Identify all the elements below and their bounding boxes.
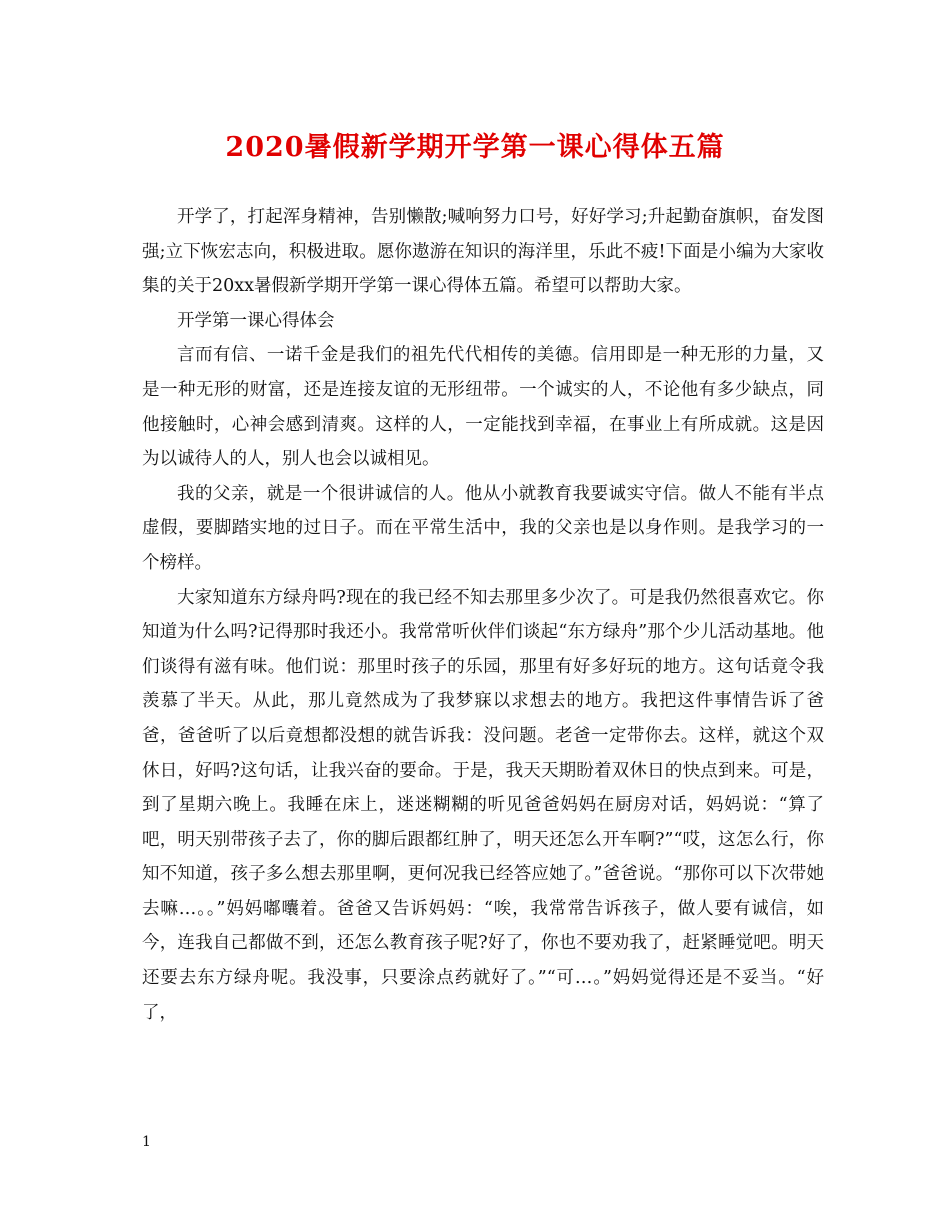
paragraph-father: 我的父亲，就是一个很讲诚信的人。他从小就教育我要诚实守信。做人不能有半点虚假，要脚踏实地的过日子。而在平常生活中，我的父亲也是以身作则。是我学习的一个榜样。 [142, 483, 824, 573]
page-number: 1 [142, 1134, 151, 1150]
paragraph-story: 大家知道东方绿舟吗?现在的我已经不知去那里多少次了。可是我仍然很喜欢它。你知道为什么吗?记得那时我还小。我常常听伙伴们谈起“东方绿舟”那个少儿活动基地。他们谈得有滋有味。他们说：那里时孩子的乐园，那里有好多好玩的地方。这句话竟令我羡慕了半天。从此，那儿竟然成为了我梦寐以求想去的地方。我把这件事情告诉了爸爸，爸爸听了以后竟想都没想的就告诉我：没问题。老爸一定带你去。这样，就这个双休日，好吗?这句话，让我兴奋的要命。于是，我天天期盼着双休日的快点到来。可是，到了星期六晚上。我睡在床上，迷迷糊糊的听见爸爸妈妈在厨房对话，妈妈说：“算了吧，明天别带孩子去了，你的脚后跟都红肿了，明天还怎么开车啊?”“哎，这怎么行，你知不知道，孩子多么想去那里啊，更何况我已经答应她了。”爸爸说。“那你可以下次带她去嘛…。。”妈妈嘟囔着。爸爸又告诉妈妈：“唉，我常常告诉孩子，做人要有诚信，如今，连我自己都做不到，还怎么教育孩子呢?好了，你也不要劝我了，赶紧睡觉吧。明天还要去东方绿舟呢。我没事，只要涂点药就好了。”“可…。”妈妈觉得还是不妥当。“好了， [142, 587, 824, 1023]
paragraph-honesty: 言而有信、一诺千金是我们的祖先代代相传的美德。信用即是一种无形的力量，又是一种无形的财富，还是连接友谊的无形纽带。一个诚实的人，不论他有多少缺点，同他接触时，心神会感到清爽。这样的人，一定能找到幸福，在事业上有所成就。这是因为以诚待人的人，别人也会以诚相见。 [142, 345, 824, 470]
document-body [142, 200, 824, 1030]
paragraph-heading: 开学第一课心得体会 [177, 310, 335, 331]
paragraph-intro: 开学了，打起浑身精神，告别懒散;喊响努力口号，好好学习;升起勤奋旗帜，奋发图强;立下恢宏志向，积极进取。愿你遨游在知识的海洋里，乐此不疲!下面是小编为大家收集的关于20xx暑假新学期开学第一课心得体五篇。希望可以帮助大家。 [142, 207, 824, 297]
document-title: 2020暑假新学期开学第一课心得体五篇 [225, 132, 725, 163]
